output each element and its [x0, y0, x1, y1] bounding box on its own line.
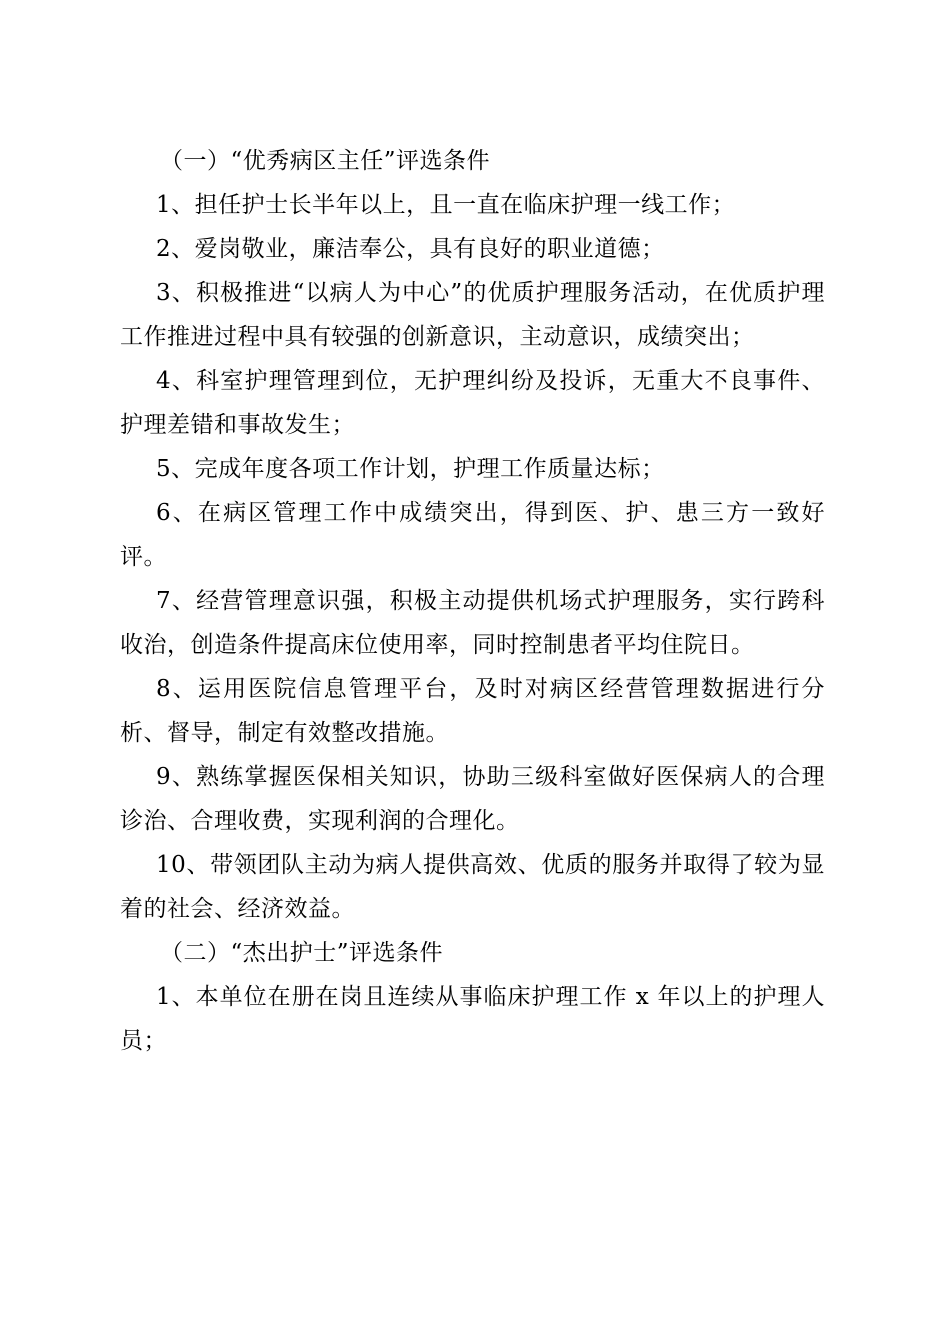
section-1-item-7: 7、经营管理意识强，积极主动提供机场式护理服务，实行跨科收治，创造条件提高床位使用率，同时控制患者平均住院日。: [120, 588, 825, 658]
section-1-item-4: 4、科室护理管理到位，无护理纠纷及投诉，无重大不良事件、护理差错和事故发生；: [120, 368, 825, 438]
section-1-item-10: 10、带领团队主动为病人提供高效、优质的服务并取得了较为显着的社会、经济效益。: [120, 852, 825, 922]
section-2-heading: （二）“杰出护士”评选条件: [160, 940, 444, 966]
section-1-item-1: 1、担任护士长半年以上，且一直在临床护理一线工作；: [156, 192, 736, 218]
section-1-item-2: 2、爱岗敬业，廉洁奉公，具有良好的职业道德；: [156, 236, 665, 262]
section-1-item-8: 8、运用医院信息管理平台，及时对病区经营管理数据进行分析、督导，制定有效整改措施。: [120, 676, 825, 746]
section-1-item-3: 3、积极推进“以病人为中心”的优质护理服务活动，在优质护理工作推进过程中具有较强的创新意识，主动意识，成绩突出；: [120, 280, 825, 350]
document-body: [120, 139, 825, 1063]
section-1-item-9: 9、熟练掌握医保相关知识，协助三级科室做好医保病人的合理诊治、合理收费，实现利润的合理化。: [120, 764, 825, 834]
section-1-heading: （一）“优秀病区主任”评选条件: [160, 148, 491, 174]
section-2-item-1: 1、本单位在册在岗且连续从事临床护理工作 x 年以上的护理人员；: [120, 984, 825, 1054]
section-1-item-5: 5、完成年度各项工作计划，护理工作质量达标；: [156, 456, 665, 482]
section-1-item-6: 6、在病区管理工作中成绩突出，得到医、护、患三方一致好评。: [120, 500, 825, 570]
